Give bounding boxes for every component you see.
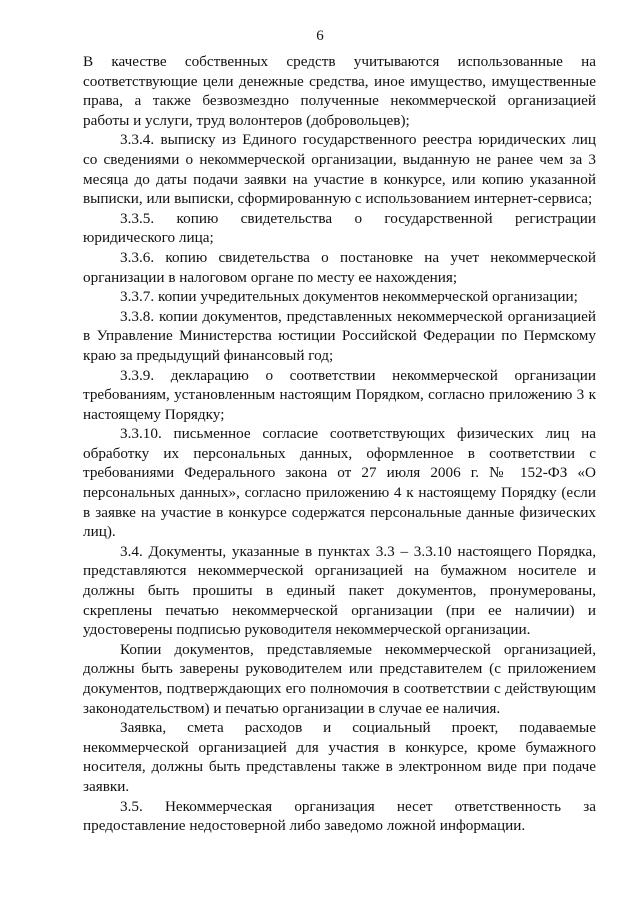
paragraph-3-5: 3.5. Некоммерческая организация несет ответственность за предоставление недостоверной либо заведомо ложной информации. (83, 797, 596, 835)
paragraph-own-funds: В качестве собственных средств учитываются использованные на соответствующие цели денежные средства, иное имущество, имущественные права, а также безвозмездно полученные некоммерческой организацией работы и услуги, труд волонтеров (добровольцев); (83, 53, 596, 129)
paragraph-3-3-7: 3.3.7. копии учредительных документов некоммерческой организации; (120, 288, 578, 306)
document-body (83, 52, 596, 836)
paragraph-3-3-5: 3.3.5. копию свидетельства о государственной регистрации юридического лица; (83, 209, 596, 247)
paragraph-3-3-10: 3.3.10. письменное согласие соответствующих физических лиц на обработку их персональных данных, оформленное в соответствии с требованиями Федерального закона от 27 июля 2006 г. № 152-ФЗ «О персональных данных», согласно приложению 4 к настоящему Порядку (если в заявке на участие в конкурсе содержатся персональные данные физических лиц). (83, 425, 596, 541)
paragraph-3-3-8: 3.3.8. копии документов, представленных некоммерческой организацией в Управление Министерства юстиции Российской Федерации по Пермскому краю за предыдущий финансовый год; (83, 307, 596, 364)
paragraph-3-3-9: 3.3.9. декларацию о соответствии некоммерческой организации требованиям, установленным настоящим Порядком, согласно приложению 3 к настоящему Порядку; (83, 366, 596, 423)
paragraph-application: Заявка, смета расходов и социальный проект, подаваемые некоммерческой организацией для участия в конкурсе, кроме бумажного носителя, должны быть представлены также в электронном виде при подаче заявки. (83, 719, 596, 795)
paragraph-3-3-6: 3.3.6. копию свидетельства о постановке на учет некоммерческой организации в налоговом органе по месту ее нахождения; (83, 248, 596, 286)
paragraph-3-4: 3.4. Документы, указанные в пунктах 3.3 – 3.3.10 настоящего Порядка, представляются некоммерческой организацией на бумажном носителе и должны быть прошиты в единый пакет документов, пронумерованы, скреплены печатью некоммерческой организации (при ее наличии) и удостоверены подписью руководителя некоммерческой организации. (83, 542, 596, 639)
paragraph-copies: Копии документов, представляемые некоммерческой организацией, должны быть заверены руководителем или представителем (с приложением документов, подтверждающих его полномочия в соответствии с действующим законодательством) и печатью организации в случае ее наличия. (83, 640, 596, 717)
page-number: 6 (316, 28, 324, 44)
paragraph-3-3-4: 3.3.4. выписку из Единого государственного реестра юридических лиц со сведениями о некоммерческой организации, выданную не ранее чем за 3 месяца до даты подачи заявки на участие в конкурсе, или копию указанной выписки, или выписки, сформированную с использованием интернет-сервиса; (83, 131, 596, 208)
